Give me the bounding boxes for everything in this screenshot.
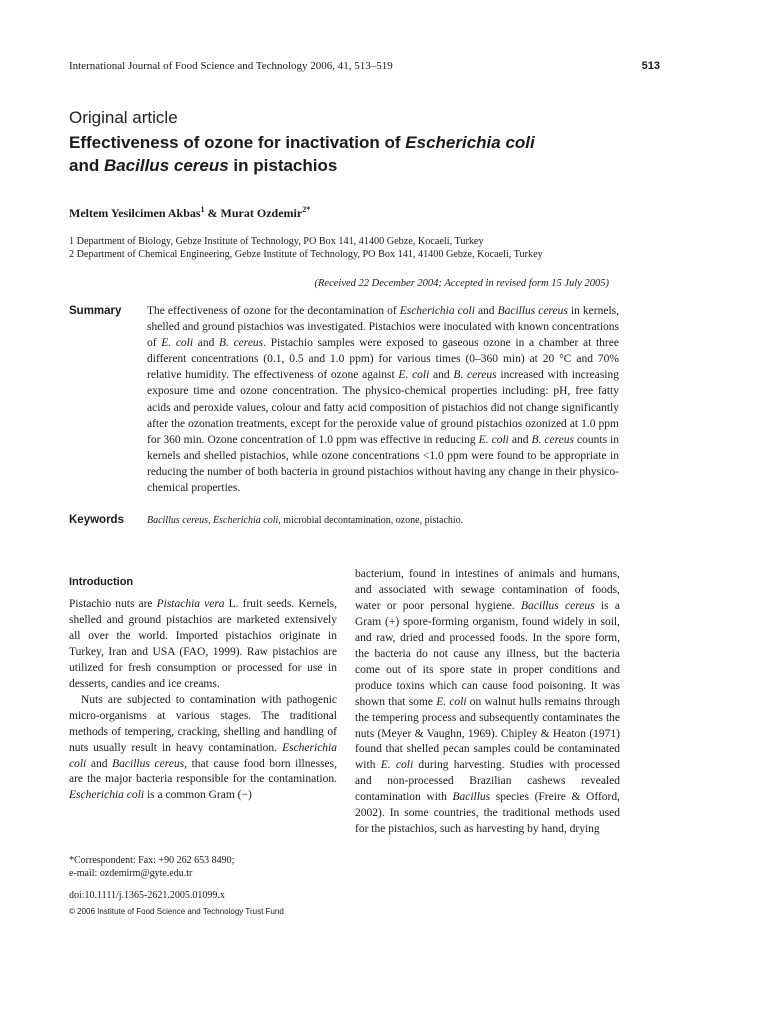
affiliations bbox=[69, 235, 629, 262]
doi-link[interactable]: doi:10.1111/j.1365-2621.2005.01099.x bbox=[69, 890, 225, 901]
body-column-left bbox=[69, 597, 337, 804]
keywords-label: Keywords bbox=[69, 514, 124, 526]
email-link[interactable]: e-mail: ozdemirm@gyte.edu.tr bbox=[69, 868, 193, 880]
affiliation-1: 1 Department of Biology, Gebze Institute of Technology, PO Box 141, 41400 Gebze, Kocaeli, Turkey bbox=[69, 236, 484, 247]
section-heading-introduction: Introduction bbox=[69, 576, 134, 588]
summary-label: Summary bbox=[69, 305, 122, 317]
paragraph: Pistachio nuts are Pistachia vera L. fruit seeds. Kernels, shelled and ground pistachios are marketed extensively all over the world. Imported pistachios originate in Turkey, Iran and USA (FAO, 1999). Raw pistachios are utilized for fresh consumption or processed for use in desserts, candies and ice creams. bbox=[69, 598, 337, 690]
correspondence-footnote: *Correspondent: Fax: +90 262 653 8490; e-mail: ozdemirm@gyte.edu.tr bbox=[69, 854, 337, 881]
received-dates: (Received 22 December 2004; Accepted in revised form 15 July 2005) bbox=[314, 278, 609, 289]
copyright-notice: © 2006 Institute of Food Science and Technology Trust Fund bbox=[69, 907, 284, 916]
author-list: Meltem Yesilcimen Akbas$^1$ & Murat Ozdemir$^{2*}$ bbox=[69, 205, 311, 220]
author-name: Meltem Yesilcimen Akbas bbox=[69, 206, 201, 220]
body-column-right bbox=[355, 567, 620, 838]
author-name: Murat Ozdemir bbox=[220, 206, 303, 220]
paragraph: Nuts are subjected to contamination with pathogenic micro-organisms at various stages. The traditional methods of tempering, cracking, shelling and handling of nuts usually result in heavy contamination. Escherichia coli and Bacillus cereus, that cause food born illnesses, are the major bacteria responsible for the contamination. Escherichia coli is a common Gram (−) bbox=[69, 693, 337, 802]
affiliation-2: 2 Department of Chemical Engineering, Gebze Institute of Technology, PO Box 141, 41400 Gebze, Kocaeli, Turkey bbox=[69, 249, 543, 261]
page-number: 513 bbox=[641, 60, 660, 72]
journal-header: International Journal of Food Science and Technology 2006, 41, 513–519 bbox=[69, 60, 393, 72]
article-type: Original article bbox=[69, 108, 178, 127]
paragraph: bacterium, found in intestines of animals and humans, and associated with sewage contamination of foods, water or poor personal hygiene. Bacillus cereus is a Gram (+) spore-forming organism, found widely in soil, and raw, dried and processed foods. In the spore form, the bacteria do not cause any illness, but the bacteria come out of its spore state in proper conditions and produce toxins which can cause food poisoning. It was shown that some E. coli on walnut hulls remains through the tempering process and subsequently contaminates the nuts (Meyer & Vaughn, 1969). Chipley & Heaton (1971) found that shelled pecan samples could be contaminated with E. coli during harvesting. Studies with processed and non-processed Brazilian cashews revealed contamination with Bacillus species (Freire & Offord, 2002). In some countries, the traditional methods used for the pistachios, such as harvesting by hand, drying bbox=[355, 568, 620, 836]
summary-text: The effectiveness of ozone for the decontamination of Escherichia coli and Bacillus cereus in kernels, shelled and ground pistachios was investigated. Pistachios were inoculated with known concentrations of E. coli and B. cereus. Pistachio samples were exposed to gaseous ozone in a chamber at three different concentrations (0.1, 0.5 and 1.0 ppm) for various times (0–360 min) at 20 °C and 70% relative humidity. The effectiveness of ozone against E. coli and B. cereus increased with increasing exposure time and ozone concentration. The physico-chemical properties including: pH, free fatty acids and peroxide values, colour and fatty acid composition of pistachios did not change significantly after the ozonation treatments, except for the peroxide value of ground pistachios ozonized at 1.0 ppm for 360 min. Ozone concentration of 1.0 ppm was effective in reducing E. coli and B. cereus counts in kernels and shelled pistachios, while ozone concentrations <1.0 ppm were found to be appropriate in reducing the number of both bacteria in ground pistachios without having any change in their physico-chemical properties. bbox=[147, 305, 619, 495]
keywords-text: Bacillus cereus, Escherichia coli, microbial decontamination, ozone, pistachio. bbox=[147, 515, 464, 526]
article-title: Effectiveness of ozone for inactivation of Escherichia coli and Bacillus cereus in pistachios bbox=[69, 133, 535, 175]
